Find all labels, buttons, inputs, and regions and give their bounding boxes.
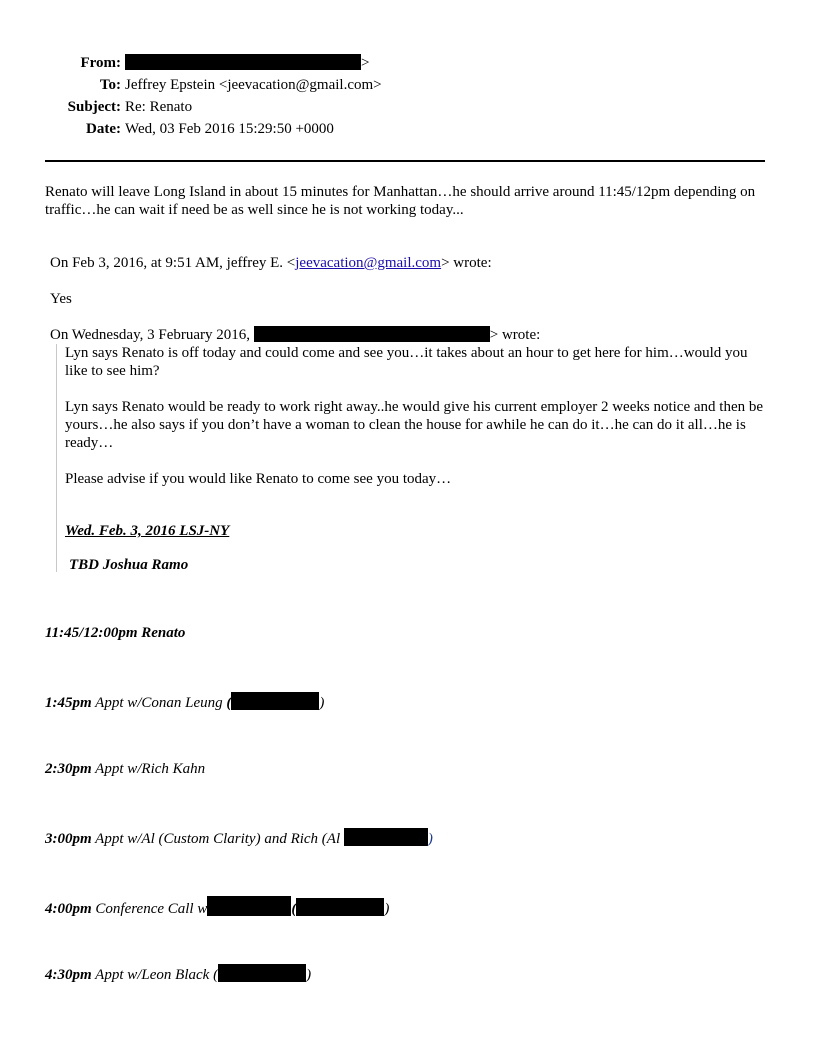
schedule-item-custom-clarity: 3:00pm Appt w/Al (Custom Clarity) and Rich (Al ) xyxy=(45,828,433,848)
subject-label: Subject: xyxy=(67,99,121,115)
from-suffix: > xyxy=(361,55,370,71)
schedule-time: 4:30pm xyxy=(45,967,92,983)
tbd-line: TBD Joshua Ramo xyxy=(69,557,189,573)
schedule-time: 2:30pm xyxy=(45,761,92,777)
redaction-block xyxy=(296,898,384,916)
schedule-heading: Wed. Feb. 3, 2016 LSJ-NY xyxy=(65,523,230,539)
to-value: Jeffrey Epstein <jeevacation@gmail.com> xyxy=(125,77,382,93)
schedule-item-leon-black: 4:30pm Appt w/Leon Black ( ) xyxy=(45,964,311,984)
from-label: From: xyxy=(80,55,121,71)
schedule-time: 1:45pm xyxy=(45,695,92,711)
redaction-block xyxy=(218,964,306,982)
reply2-prefix: On Wednesday, 3 February 2016, xyxy=(50,327,251,343)
header-to xyxy=(0,76,420,96)
reply1-prefix: On Feb 3, 2016, at 9:51 AM, jeffrey E. < xyxy=(50,255,296,271)
subject-value: Re: Renato xyxy=(125,99,193,115)
schedule-text: Conference Call w xyxy=(95,901,208,917)
schedule-time: 3:00pm xyxy=(45,831,92,847)
redaction-block xyxy=(125,54,361,70)
quoted-paragraph-2: Lyn says Renato would be ready to work right away..he would give his current employer 2 weeks notice and then be yours…he also says if you don’t have a woman to clean the house for awhile he can do it…he can do it all…he is ready… xyxy=(65,399,764,451)
reply-line-2 xyxy=(50,326,770,344)
redaction-block xyxy=(207,896,291,916)
redaction-block xyxy=(231,692,319,710)
schedule-text: Appt w/Leon Black xyxy=(95,967,210,983)
schedule-item-renato: 11:45/12:00pm Renato xyxy=(45,625,186,641)
schedule-time: 4:00pm xyxy=(45,901,92,917)
reply2-suffix: > wrote: xyxy=(489,327,541,343)
schedule-text: Appt w/Al (Custom Clarity) and Rich (Al xyxy=(95,831,341,847)
redaction-block xyxy=(254,326,490,342)
header-subject xyxy=(0,98,420,118)
to-label: To: xyxy=(99,77,121,93)
schedule-text: Appt w/Rich Kahn xyxy=(95,761,206,777)
schedule-item-conan: 1:45pm Appt w/Conan Leung ( ) xyxy=(45,692,324,712)
schedule-item-rich-kahn xyxy=(45,760,205,778)
yes-text: Yes xyxy=(50,291,72,307)
reply1-suffix: > wrote: xyxy=(441,255,492,271)
email-link[interactable]: jeevacation@gmail.com xyxy=(295,255,442,271)
reply-line-1 xyxy=(50,254,770,272)
date-value: Wed, 03 Feb 2016 15:29:50 +0000 xyxy=(125,121,334,137)
schedule-item-conference-call: 4:00pm Conference Call w ( ) xyxy=(45,896,389,918)
quoted-paragraph-1: Lyn says Renato is off today and could come and see you…it takes about an hour to get here for him…would you like to see him? xyxy=(65,345,748,379)
redaction-block xyxy=(344,828,428,846)
from-value xyxy=(125,54,369,72)
date-label: Date: xyxy=(86,121,121,137)
quoted-message xyxy=(56,344,769,572)
header-divider xyxy=(45,160,765,162)
header-date xyxy=(0,120,420,140)
header-from xyxy=(0,54,420,74)
quoted-paragraph-3: Please advise if you would like Renato to come see you today… xyxy=(65,471,452,487)
message-intro: Renato will leave Long Island in about 15 minutes for Manhattan…he should arrive around 11:45/12pm depending on traffic…he can wait if need be as well since he is not working today... xyxy=(45,184,756,218)
schedule-text: Appt w/Conan Leung xyxy=(95,695,223,711)
